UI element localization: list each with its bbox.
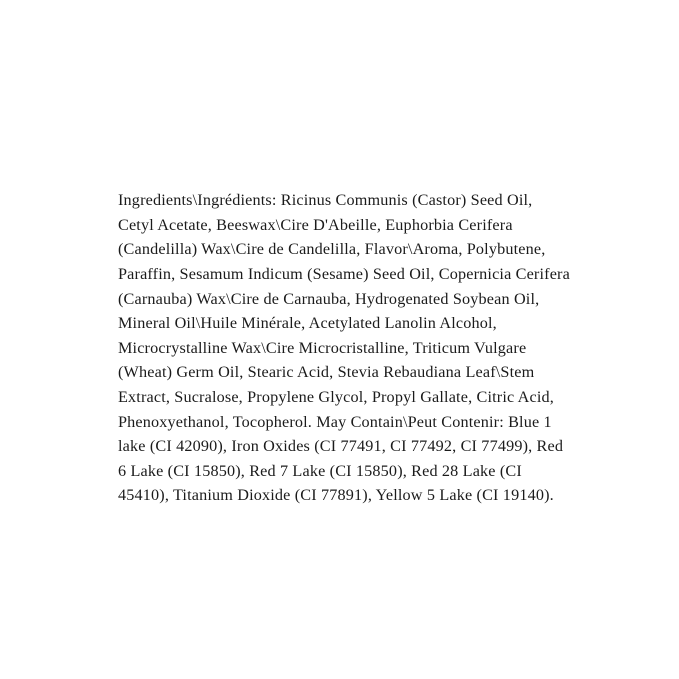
ingredients-paragraph: Ingredients\Ingrédients: Ricinus Communis (Castor) Seed Oil, Cetyl Acetate, Beeswax\Cire D'Abeille, Euphorbia Cerifera (Candelilla) Wax\Cire de Candelilla, Flavor\Aroma, Polybutene, Paraffin, Sesamum Indicum (Sesame) Seed Oil, Copernicia Cerifera (Carnauba) Wax\Cire de Carnauba, Hydrogenated Soybean Oil, Mineral Oil\Huile Minérale, Acetylated Lanolin Alcohol, Microcrystalline Wax\Cire Microcristalline, Triticum Vulgare (Wheat) Germ Oil, Stearic Acid, Stevia Rebaudiana Leaf\Stem Extract, Sucralose, Propylene Glycol, Propyl Gallate, Citric Acid, Phenoxyethanol, Tocopherol. May Contain\Peut Contenir: Blue 1 lake (CI 42090), Iron Oxides (CI 77491, CI 77492, CI 77499), Red 6 Lake (CI 15850), Red 7 Lake (CI 15850), Red 28 Lake (CI 45410), Titanium Dioxide (CI 77891), Yellow 5 Lake (CI 19140). bbox=[118, 191, 575, 505]
